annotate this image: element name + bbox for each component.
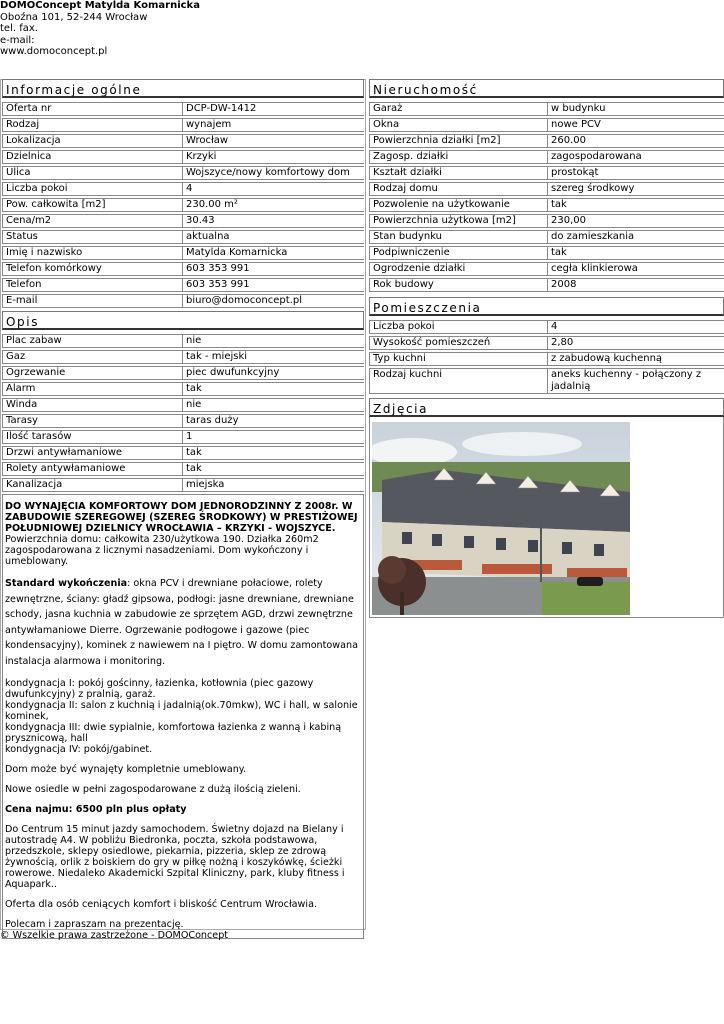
field-label: Oferta nr	[2, 102, 182, 116]
field-label: Imię i nazwisko	[2, 246, 182, 260]
field-value: 1	[182, 430, 364, 444]
table-row	[369, 198, 724, 212]
description-block	[2, 494, 364, 939]
field-label: Telefon komórkowy	[2, 262, 182, 276]
field-label: E-mail	[2, 294, 182, 308]
table-row	[2, 150, 364, 164]
table-row	[2, 182, 364, 196]
field-label: Garaż	[369, 102, 547, 116]
furnish-text: Dom może być wynajęty kompletnie umeblowany.	[5, 764, 247, 775]
field-value: Wojszyce/nowy komfortowy dom	[182, 166, 364, 180]
field-value: 603 353 991	[182, 262, 364, 276]
table-row	[2, 102, 364, 116]
floor-3: kondygnacja III: dwie sypialnie, komfortowa łazienka z wanną i kabiną prysznicową, hall	[5, 722, 342, 744]
field-value: piec dwufunkcyjny	[182, 366, 364, 380]
location-text: Do Centrum 15 minut jazdy samochodem. Świetny dojazd na Bielany i autostradę A4. W pobliżu Biedronka, poczta, szkoła podstawowa, przedszkole, sklepy osiedlowe, piekarnia, pizzeria, sklep ze zdrową żywnością, orlik z boiskiem do gry w piłkę nożną i koszykówkę, ścieżki rowerowe. Niedaleko Akademicki Szpital Kliniczny, park, kluby fitness i Aquapark..	[5, 824, 345, 890]
field-label: Okna	[369, 118, 547, 132]
field-label: Pozwolenie na użytkowanie	[369, 198, 547, 212]
standard-label: Standard wykończenia	[5, 578, 128, 589]
table-row	[2, 462, 364, 476]
field-value: Wrocław	[182, 134, 364, 148]
field-label: Wysokość pomieszczeń	[369, 336, 547, 350]
field-value: aneks kuchenny - połączony z jadalnią	[547, 368, 724, 394]
field-value: nie	[182, 398, 364, 412]
field-value: 230.00 m²	[182, 198, 364, 212]
footer-copyright: © Wszelkie prawa zastrzeżone - DOMOConcept	[0, 930, 229, 941]
table-row	[2, 382, 364, 396]
table-row	[369, 182, 724, 196]
field-label: Liczba pokoi	[2, 182, 182, 196]
floor-1: kondygnacja I: pokój gościnny, łazienka, kotłownia (piec gazowy dwufunkcyjny) z pralnią, garaż.	[5, 678, 314, 700]
field-label: Stan budynku	[369, 230, 547, 244]
field-label: Powierzchnia działki [m2]	[369, 134, 547, 148]
table-row	[2, 262, 364, 276]
field-label: Powierzchnia użytkowa [m2]	[369, 214, 547, 228]
field-value: 30.43	[182, 214, 364, 228]
field-label: Rodzaj kuchni	[369, 368, 547, 394]
table-row	[369, 214, 724, 228]
company-email: e-mail:	[0, 34, 35, 46]
table-row	[369, 320, 724, 334]
field-label: Rodzaj	[2, 118, 182, 132]
field-value: tak	[547, 198, 724, 212]
field-label: Telefon	[2, 278, 182, 292]
table-row	[2, 246, 364, 260]
floor-4: kondygnacja IV: pokój/gabinet.	[5, 744, 153, 755]
table-row	[369, 368, 724, 394]
field-value: zagospodarowana	[547, 150, 724, 164]
field-label: Lokalizacja	[2, 134, 182, 148]
field-label: Winda	[2, 398, 182, 412]
invite-text: Polecam i zapraszam na prezentację.	[5, 919, 184, 930]
field-value: taras duży	[182, 414, 364, 428]
field-label: Liczba pokoi	[369, 320, 547, 334]
field-label: Status	[2, 230, 182, 244]
field-value: nie	[182, 334, 364, 348]
house-photo[interactable]	[372, 422, 630, 615]
table-row	[369, 336, 724, 350]
company-address: Oboźna 101, 52-244 Wrocław	[0, 11, 148, 23]
table-row	[369, 134, 724, 148]
estate-text: Nowe osiedle w pełni zagospodarowane z dużą ilością zieleni.	[5, 784, 301, 795]
field-value: Krzyki	[182, 150, 364, 164]
field-label: Gaz	[2, 350, 182, 364]
right-column	[369, 79, 724, 618]
field-value: tak	[182, 446, 364, 460]
field-value: nowe PCV	[547, 118, 724, 132]
field-label: Pow. całkowita [m2]	[2, 198, 182, 212]
field-value: biuro@domoconcept.pl	[182, 294, 364, 308]
field-value: z zabudową kuchenną	[547, 352, 724, 366]
table-row	[2, 398, 364, 412]
table-row	[369, 262, 724, 276]
table-row	[369, 246, 724, 260]
field-value: 2,80	[547, 336, 724, 350]
table-row	[2, 134, 364, 148]
table-row	[369, 150, 724, 164]
section-photos-title: Zdjęcia	[369, 398, 724, 417]
property-table	[369, 100, 724, 294]
field-label: Plac zabaw	[2, 334, 182, 348]
table-row	[2, 334, 364, 348]
table-row	[2, 278, 364, 292]
section-property-title: Nieruchomość	[369, 79, 724, 98]
field-value: DCP-DW-1412	[182, 102, 364, 116]
offer-text: Oferta dla osób ceniących komfort i bliskość Centrum Wrocławia.	[5, 899, 317, 910]
table-row	[369, 166, 724, 180]
table-row	[2, 366, 364, 380]
field-label: Zagosp. działki	[369, 150, 547, 164]
standard-text: : okna PCV i drewniane połaciowe, rolety zewnętrzne, ściany: gładź gipsowa, podłogi: jasne drewniane, drewniane schody, jasna kuchnia w zabudowie ze sprzętem AGD, drzwi zewnętrzne antywłamaniowe Dierre. Ogrzewanie podłogowe i gazowe (piec kondensacyjny), kominek z nawiewem na I piętro. W domu zamontowana instalacja alarmowa i monitoring.	[5, 578, 358, 667]
left-column	[2, 79, 364, 939]
field-label: Ogrzewanie	[2, 366, 182, 380]
table-row	[369, 102, 724, 116]
field-value: tak	[182, 462, 364, 476]
field-value: 230,00	[547, 214, 724, 228]
company-phone: tel. fax.	[0, 23, 38, 34]
general-table	[2, 100, 364, 310]
field-label: Tarasy	[2, 414, 182, 428]
table-row	[2, 478, 364, 492]
field-label: Ilość tarasów	[2, 430, 182, 444]
field-label: Ogrodzenie działki	[369, 262, 547, 276]
photo-container	[369, 417, 724, 618]
table-row	[2, 198, 364, 212]
field-value: w budynku	[547, 102, 724, 116]
table-row	[2, 446, 364, 460]
field-value: szereg środkowy	[547, 182, 724, 196]
field-value: Matylda Komarnicka	[182, 246, 364, 260]
field-value: cegła klinkierowa	[547, 262, 724, 276]
table-row	[2, 414, 364, 428]
field-value: tak	[547, 246, 724, 260]
table-row	[2, 230, 364, 244]
field-label: Rolety antywłamaniowe	[2, 462, 182, 476]
field-value: wynajem	[182, 118, 364, 132]
rooms-table	[369, 318, 724, 396]
section-opis-title: Opis	[2, 311, 364, 330]
opis-table	[2, 332, 364, 494]
description-headline: DO WYNAJĘCIA KOMFORTOWY DOM JEDNORODZINNY Z 2008r. W ZABUDOWIE SZEREGOWEJ (SZEREG ŚRODKOWY) W PRESTIŻOWEJ POŁUDNIOWEJ DZIELNICY WROCŁAWIA – KRZYKI - WOJSZYCE.	[5, 501, 358, 534]
description-intro: Powierzchnia domu: całkowita 230/użytkowa 190. Działka 260m2 zagospodarowana z licznymi nasadzeniami. Dom wykończony i umeblowany.	[5, 534, 319, 567]
table-row	[369, 230, 724, 244]
field-label: Dzielnica	[2, 150, 182, 164]
field-label: Cena/m2	[2, 214, 182, 228]
field-value: 603 353 991	[182, 278, 364, 292]
field-value: tak	[182, 382, 364, 396]
field-value: aktualna	[182, 230, 364, 244]
field-label: Rodzaj domu	[369, 182, 547, 196]
field-label: Ulica	[2, 166, 182, 180]
field-value: 4	[182, 182, 364, 196]
field-value: 4	[547, 320, 724, 334]
company-name: DOMOConcept Matylda Komarnicka	[0, 0, 200, 11]
table-row	[369, 278, 724, 292]
table-row	[2, 350, 364, 364]
field-value: 2008	[547, 278, 724, 292]
table-row	[2, 166, 364, 180]
agency-header	[0, 0, 200, 58]
field-value: prostokąt	[547, 166, 724, 180]
field-value: do zamieszkania	[547, 230, 724, 244]
table-row	[2, 118, 364, 132]
field-label: Kanalizacja	[2, 478, 182, 492]
section-rooms-title: Pomieszczenia	[369, 297, 724, 316]
field-value: 260.00	[547, 134, 724, 148]
floor-2: kondygnacja II: salon z kuchnią i jadalnią(ok.70mkw), WC i hall, w salonie kominek,	[5, 700, 358, 722]
table-row	[2, 294, 364, 308]
table-row	[2, 430, 364, 444]
field-label: Drzwi antywłamaniowe	[2, 446, 182, 460]
table-row	[2, 214, 364, 228]
table-row	[369, 118, 724, 132]
field-label: Podpiwniczenie	[369, 246, 547, 260]
field-label: Typ kuchni	[369, 352, 547, 366]
field-label: Alarm	[2, 382, 182, 396]
field-label: Rok budowy	[369, 278, 547, 292]
field-label: Kształt działki	[369, 166, 547, 180]
table-row	[369, 352, 724, 366]
price-text: Cena najmu: 6500 pln plus opłaty	[5, 804, 187, 815]
field-value: tak - miejski	[182, 350, 364, 364]
company-website[interactable]: www.domoconcept.pl	[0, 46, 108, 57]
section-general-title: Informacje ogólne	[2, 79, 364, 98]
field-value: miejska	[182, 478, 364, 492]
